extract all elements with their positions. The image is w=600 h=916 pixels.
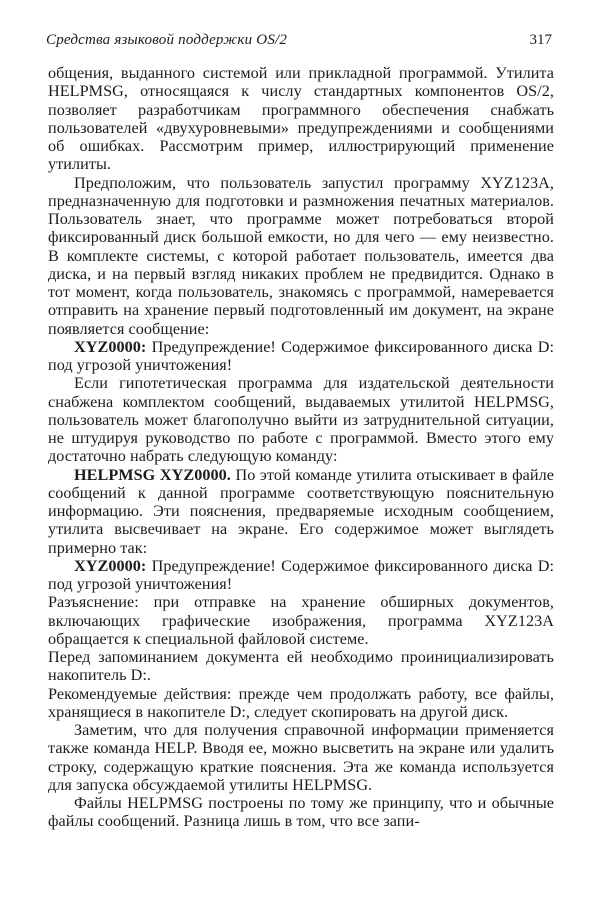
message-code: XYZ0000: bbox=[74, 556, 147, 575]
paragraph-text: Разъяснение: при отправке на хранение обширных документов, включающих графические изображения, программа XYZ123A обращается к специальной файловой системе. bbox=[48, 593, 554, 648]
page-header bbox=[46, 32, 554, 56]
page-body bbox=[48, 64, 554, 831]
paragraph-text: Перед запоминанием документа ей необходимо проинициализировать накопитель D:. bbox=[48, 648, 554, 685]
paragraph-text: Файлы HELPMSG построены по тому же принципу, что и обычные файлы сообщений. Разница лишь в том, что все запи- bbox=[48, 794, 554, 831]
paragraph-continuation bbox=[48, 64, 554, 174]
recommended-actions-line bbox=[48, 685, 554, 722]
message-example-2 bbox=[48, 557, 554, 594]
command-text: HELPMSG XYZ0000. bbox=[74, 465, 231, 484]
paragraph-scenario bbox=[48, 174, 554, 338]
paragraph-text: Если гипотетическая программа для издательской деятельности снабжена комплектом сообщений, выдаваемых утилитой HELPMSG, пользователь может благополучно выйти из затруднительной ситуации, не штудируя руководство по работе с программой. Вместо этого ему достаточно набрать следующую команду: bbox=[48, 374, 554, 466]
message-example-1 bbox=[48, 338, 554, 375]
message-code: XYZ0000: bbox=[74, 337, 147, 356]
paragraph-help-command bbox=[48, 721, 554, 794]
paragraph-text: Рекомендуемые действия: прежде чем продолжать работу, все файлы, хранящиеся в накопителе D:, следует скопировать на другой диск. bbox=[48, 684, 554, 721]
paragraph-text: общения, выданного системой или прикладной программой. Утилита HELPMSG, относящаяся к числу стандартных компонентов OS/2, позволяет разработчикам программного обеспечения снабжать пользователей «двухуровневыми» предупреждениями и сообщениями об ошибках. Рассмотрим пример, иллюстрирующий применение утилиты. bbox=[48, 64, 554, 174]
message-text: Предупреждение! Содержимое фиксированного диска D: под угрозой уничтожения! bbox=[48, 337, 554, 374]
message-text: Предупреждение! Содержимое фиксированного диска D: под угрозой уничтожения! bbox=[48, 556, 554, 593]
initialization-line bbox=[48, 648, 554, 685]
paragraph-command bbox=[48, 466, 554, 557]
paragraph-helpmsg-files bbox=[48, 794, 554, 831]
paragraph-text: По этой команде утилита отыскивает в файле сообщений к данной программе соответствующую пояснительную информацию. Эти пояснения, предваряемые исходным сообщением, утилита высвечивает на экране. Его содержимое может выглядеть примерно так: bbox=[48, 465, 554, 557]
page-number: 317 bbox=[529, 32, 552, 48]
paragraph-hypothetical bbox=[48, 374, 554, 465]
explanation-line bbox=[48, 593, 554, 648]
paragraph-text: Предположим, что пользователь запустил программу XYZ123A, предназначенную для подготовки и размножения печатных материалов. Пользователь знает, что программе может потребоваться второй фиксированный диск большой емкости, но для чего — ему неизвестно. В комплекте системы, с которой работает пользователь, имеется два диска, и на первый взгляд никаких проблем не предвидится. Однако в тот момент, когда пользователь, знакомясь с программой, намеревается отправить на хранение первый подготовленный им документ, на экране появляется сообщение: bbox=[48, 173, 554, 338]
paragraph-text: Заметим, что для получения справочной информации применяется также команда HELP. Вводя ее, можно высветить на экране или удалить строку, содержащую краткие пояснения. Эта же команда используется для запуска обсуждаемой утилиты HELPMSG. bbox=[48, 721, 554, 794]
running-title: Средства языковой поддержки OS/2 bbox=[46, 32, 288, 48]
